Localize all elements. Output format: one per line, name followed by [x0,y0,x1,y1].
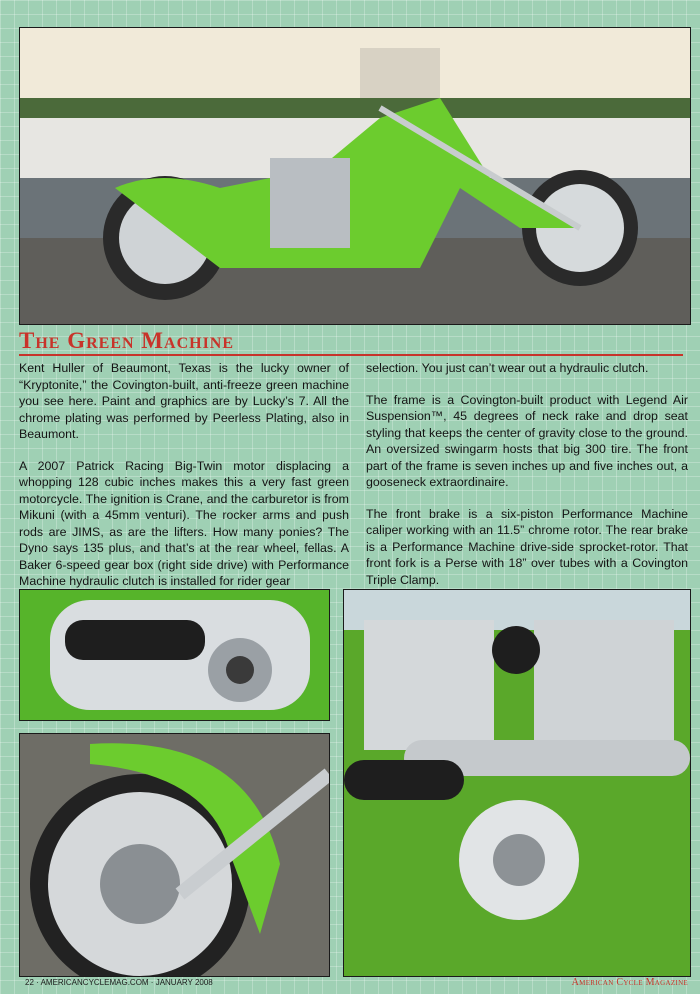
headline-rule [19,354,683,356]
hero-motorcycle-photo [19,27,691,325]
paragraph: The frame is a Covington-built product with Legend Air Suspension™, 45 degrees of neck rake and drop seat styling that keeps the center of gravity close to the ground. An oversized swingarm hosts that big 300 tire. The front part of the frame is seven inches up and five inches out, a gooseneck extraordinaire. [366,392,688,489]
article-headline: The Green Machine [19,328,235,353]
page-folio: 22 · AMERICANCYCLEMAG.COM · JANUARY 2008 [25,978,213,987]
magazine-name: American Cycle Magazine [571,977,688,988]
engine-photo [343,589,691,977]
front-wheel-photo [19,733,330,977]
paragraph: selection. You just can’t wear out a hydraulic clutch. [366,361,649,375]
article-column-left [19,360,349,605]
paragraph: The front brake is a six-piston Performance Machine caliper working with an 11.5” chrome rotor. The rear brake is a Performance Machine drive-side sprocket-rotor. That front fork is a Perse with 18” over tubes with a Covington Triple Clamp. [366,506,688,587]
article-column-right [366,360,688,603]
paragraph: A 2007 Patrick Racing Big-Twin motor displacing a whopping 128 cubic inches makes this a very fast green motorcycle. The ignition is Crane, and the carburetor is from Mikuni (with a 45mm venturi). The rocker arms and push rods are JIMS, as are the lifters. How many ponies? The Dyno says 135 plus, and that’s at the rear wheel, fellas. A Baker 6-speed gear box (right side drive) with Performance Machine hydraulic clutch is installed for rider gear [19,458,349,588]
paragraph: Kent Huller of Beaumont, Texas is the lucky owner of “Kryptonite,” the Covington-built, anti-freeze green machine you see here. Paint and graphics are by Lucky’s 7. All the chrome plating was performed by Peerless Plating, also in Beaumont. [19,361,349,441]
clutch-cover-photo [19,589,330,721]
